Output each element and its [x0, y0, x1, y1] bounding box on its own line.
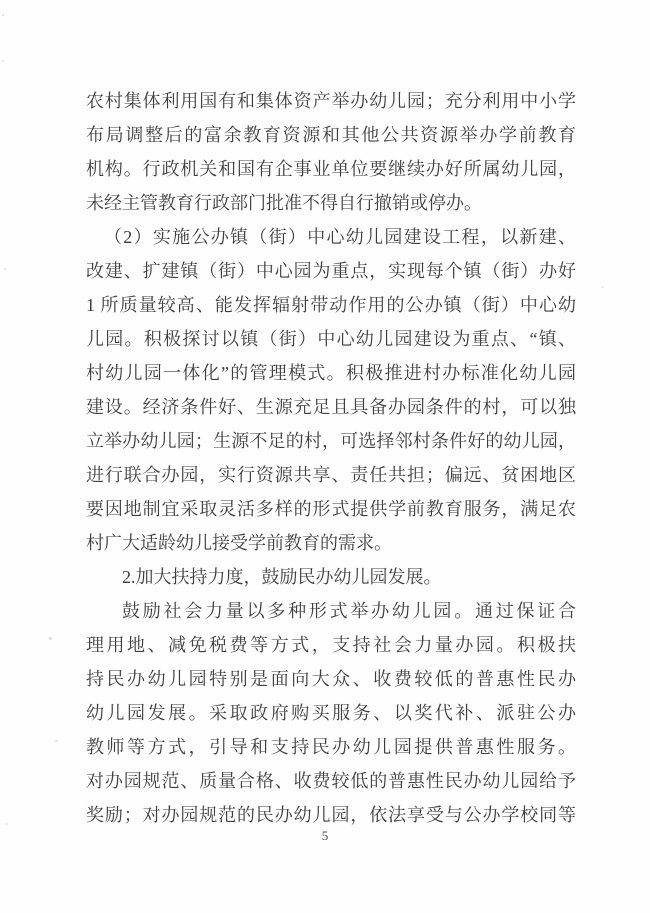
text-line: 奖励；对办园规范的民办幼儿园，依法享受与公办学校同等: [86, 805, 576, 825]
scan-artifact: [601, 286, 604, 288]
scan-artifact: [2, 14, 4, 16]
scan-artifact: [49, 637, 52, 640]
text-line: （2）实施公办镇（街）中心幼儿园建设工程，以新建、: [104, 227, 576, 247]
scan-artifact: [4, 268, 6, 270]
text-line: 2.加大扶持力度，鼓励民办幼儿园发展。: [122, 567, 442, 587]
text-line: 持民办幼儿园特别是面向大众、收费较低的普惠性民办: [86, 669, 576, 689]
text-line: 对办园规范、质量合格、收费较低的普惠性民办幼儿园给予: [86, 771, 576, 791]
text-line: 未经主管教育行政部门批准不得自行撤销或停办。: [86, 193, 482, 213]
text-line: 儿园。积极探讨以镇（街）中心幼儿园建设为重点、“镇、: [86, 329, 576, 349]
text-line: 理用地、减免税费等方式，支持社会力量办园。积极扶: [86, 635, 576, 655]
scan-artifact: [6, 823, 8, 825]
text-line: 农村集体利用国有和集体资产举办幼儿园；充分利用中小学: [86, 91, 576, 111]
text-line: 教师等方式，引导和支持民办幼儿园提供普惠性服务。: [86, 737, 576, 757]
document-body: [86, 84, 576, 832]
text-line: 鼓励社会力量以多种形式举办幼儿园。通过保证合: [122, 601, 576, 621]
text-line: 进行联合办园，实行资源共享、责任共担；偏远、贫困地区: [86, 465, 576, 485]
text-line: 立举办幼儿园；生源不足的村，可选择邻村条件好的幼儿园，: [86, 431, 576, 451]
text-line: 1 所质量较高、能发挥辐射带动作用的公办镇（街）中心幼: [86, 295, 576, 315]
text-line: 改建、扩建镇（街）中心园为重点，实现每个镇（街）办好: [86, 261, 576, 281]
text-line: 建设。经济条件好、生源充足且具备办园条件的村，可以独: [86, 397, 576, 417]
page-number: 5: [321, 828, 329, 843]
scan-artifact: [2, 60, 4, 62]
scan-artifact: [55, 740, 58, 742]
text-line: 村广大适龄幼儿接受学前教育的需求。: [86, 533, 392, 553]
text-line: 布局调整后的富余教育资源和其他公共资源举办学前教育: [86, 125, 576, 145]
text-line: 机构。行政机关和国有企事业单位要继续办好所属幼儿园，: [86, 159, 576, 179]
text-line: 幼儿园发展。采取政府购买服务、以奖代补、派驻公办: [86, 703, 576, 723]
text-line: 要因地制宜采取灵活多样的形式提供学前教育服务，满足农: [86, 499, 576, 519]
text-line: 村幼儿园一体化”的管理模式。积极推进村办标准化幼儿园: [86, 363, 576, 383]
